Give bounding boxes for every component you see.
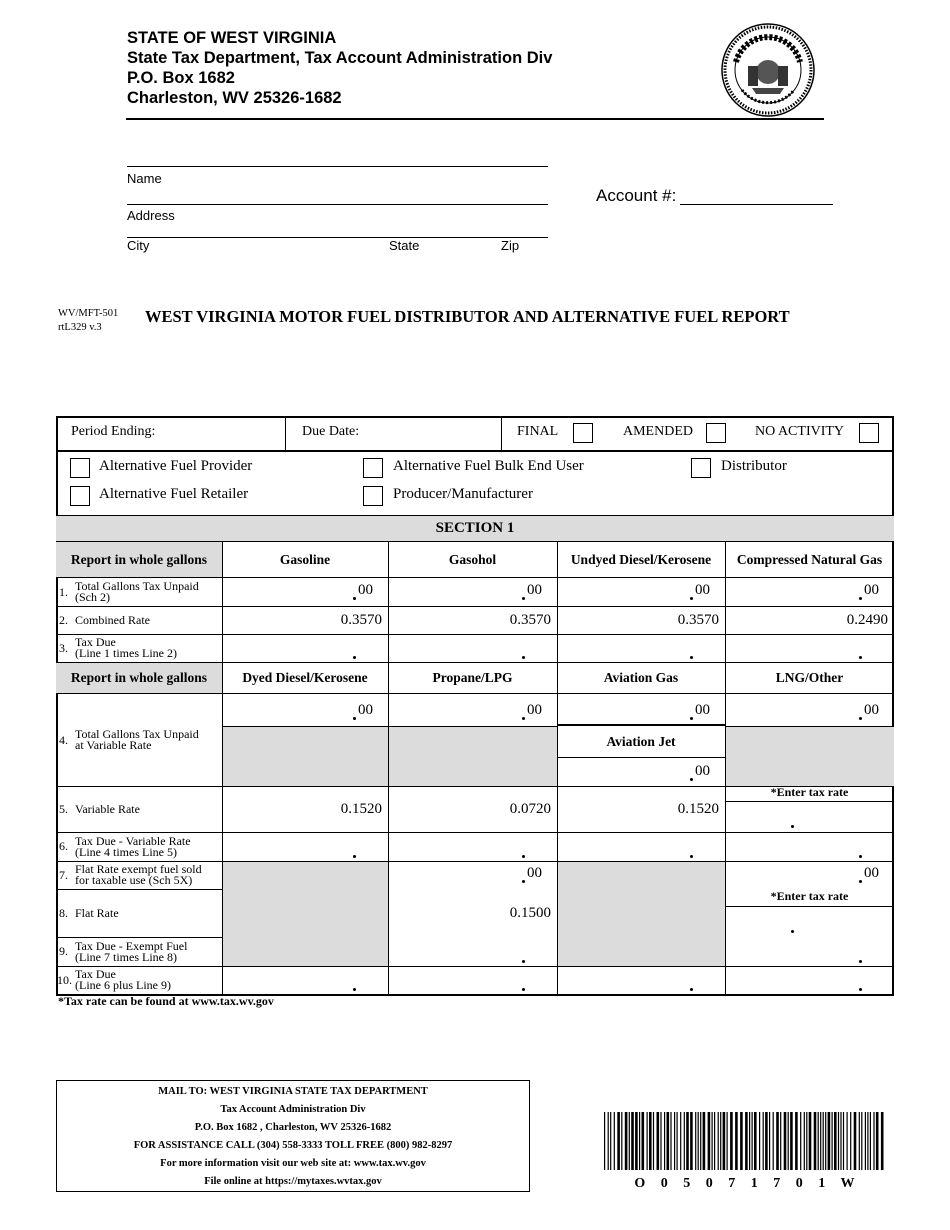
alt-fuel-bulk-end-user-label: Alternative Fuel Bulk End User [393, 458, 584, 474]
taxpayer-type-row [56, 452, 894, 516]
line-number: 10. [57, 972, 72, 987]
line-text: Flat Rate [75, 905, 119, 920]
line-8-propane-rate: 0.1500 [509, 904, 551, 921]
cents: 00 [527, 865, 542, 881]
alt-fuel-provider-checkbox[interactable] [70, 458, 90, 478]
state-name: STATE OF WEST VIRGINIA [127, 29, 337, 47]
due-date-label: Due Date: [302, 424, 360, 439]
enter-tax-rate-label-2: *Enter tax rate [725, 889, 894, 907]
line-7-propane[interactable] [388, 861, 557, 889]
line-10-dyed-diesel[interactable] [222, 966, 388, 994]
cents: 00 [864, 582, 879, 598]
line-text: Variable Rate [75, 801, 140, 816]
line-6-propane[interactable] [388, 832, 557, 861]
col-gasohol-header: Gasohol [388, 542, 557, 578]
final-label: FINAL [517, 424, 559, 439]
report-label-header-2: Report in whole gallons [56, 662, 222, 694]
state-label: State [389, 238, 420, 253]
line-3-gasohol[interactable] [388, 634, 557, 662]
line-number: 2. [59, 612, 68, 627]
line-text [75, 833, 191, 859]
line-text [75, 637, 177, 659]
line-5-dyed-diesel-rate: 0.1520 [340, 800, 382, 817]
line-number: 5. [59, 801, 68, 816]
line-3-undyed-diesel[interactable] [557, 634, 725, 662]
line-number: 6. [59, 839, 68, 853]
address-label: Address [127, 208, 175, 223]
line-text-b: at Variable Rate [75, 738, 152, 752]
line-7-label [56, 861, 222, 889]
line-5-aviation-rate: 0.1520 [677, 800, 719, 817]
producer-manufacturer-label: Producer/Manufacturer [393, 486, 533, 502]
line-6-lng-other[interactable] [725, 832, 894, 861]
alt-fuel-provider-label: Alternative Fuel Provider [99, 458, 253, 474]
col-gasoline-header: Gasoline [222, 542, 388, 578]
form-id-block [58, 307, 118, 335]
line-text [75, 969, 171, 991]
line-2-cng-rate: 0.2490 [846, 611, 888, 628]
report-form [56, 416, 894, 996]
distributor-checkbox[interactable] [691, 458, 711, 478]
account-label: Account #: [596, 186, 677, 205]
line-number: 3. [59, 640, 68, 655]
mailing-info-box [56, 1080, 530, 1192]
agency-pobox: P.O. Box 1682 [127, 69, 235, 87]
name-line[interactable] [127, 166, 548, 167]
line-5-propane-rate: 0.0720 [509, 800, 551, 817]
col-cng-header: Compressed Natural Gas [725, 542, 894, 578]
amended-label: AMENDED [623, 424, 693, 439]
line-9-label [56, 937, 222, 966]
divider [501, 416, 502, 450]
mail-division: Tax Account Administration Div [220, 1104, 366, 1115]
col-propane-header: Propane/LPG [388, 662, 557, 694]
line-number: 1. [59, 584, 68, 599]
line-6-aviation[interactable] [557, 832, 725, 861]
period-row [56, 416, 894, 452]
line-text-b: (Sch 2) [75, 590, 110, 604]
file-online: File online at https://mytaxes.wvtax.gov [204, 1176, 382, 1187]
line-4-aviation-gas[interactable] [557, 698, 725, 726]
line-4-lng-other[interactable] [725, 698, 894, 726]
line-text [75, 581, 199, 603]
cents: 00 [695, 702, 710, 718]
cents: 00 [864, 702, 879, 718]
cents: 00 [527, 702, 542, 718]
footnote: *Tax rate can be found at www.tax.wv.gov [58, 994, 274, 1008]
barcode-text: O 0 5 0 7 1 7 0 1 W [634, 1176, 856, 1191]
line-number: 8. [59, 905, 68, 920]
line-2-label [56, 606, 222, 634]
line-4-label [56, 694, 222, 786]
line-7-lng-other[interactable] [725, 861, 894, 889]
form-title: WEST VIRGINIA MOTOR FUEL DISTRIBUTOR AND ALTERNATIVE FUEL REPORT [145, 307, 790, 326]
shaded-area [557, 861, 725, 966]
col-lng-other-header: LNG/Other [725, 662, 894, 694]
line-number: 7. [59, 867, 68, 882]
mail-to: MAIL TO: WEST VIRGINIA STATE TAX DEPARTMENT [158, 1086, 428, 1097]
line-2-gasoline-rate: 0.3570 [340, 611, 382, 628]
line-text-b: (Line 1 times Line 2) [75, 646, 177, 660]
line-10-propane[interactable] [388, 966, 557, 994]
line-text-a: Flat Rate exempt fuel sold [75, 862, 202, 876]
line-9-propane[interactable] [388, 937, 557, 966]
line-4-propane[interactable] [388, 698, 557, 726]
line-text-a: Tax Due [75, 635, 116, 649]
period-ending-label: Period Ending: [71, 424, 156, 439]
city-label: City [127, 238, 150, 253]
state-seal-icon [718, 22, 818, 118]
alt-fuel-bulk-end-user-checkbox[interactable] [363, 458, 383, 478]
amended-checkbox[interactable] [706, 423, 726, 443]
enter-tax-rate-label: *Enter tax rate [725, 785, 894, 802]
agency-city: Charleston, WV 25326-1682 [127, 89, 342, 107]
line-8-label [56, 889, 222, 937]
line-10-lng-other[interactable] [725, 966, 894, 994]
no-activity-checkbox[interactable] [859, 423, 879, 443]
line-number: 4. [59, 732, 68, 747]
line-text-b: (Line 6 plus Line 9) [75, 978, 171, 992]
line-text-b: (Line 4 times Line 5) [75, 844, 177, 859]
line-number: 9. [59, 944, 68, 958]
barcode-icon [604, 1112, 886, 1170]
col-aviation-gas-header: Aviation Gas [557, 662, 725, 694]
line-1-label [56, 578, 222, 606]
line-text [75, 938, 188, 964]
cents: 00 [358, 702, 373, 718]
line-5-lng-other-rate-input[interactable] [725, 802, 894, 832]
line-1-gasohol[interactable] [388, 578, 557, 606]
line-1-undyed-diesel[interactable] [557, 578, 725, 606]
line-text [75, 729, 199, 751]
line-text-a: Tax Due [75, 967, 116, 981]
line-3-gasoline[interactable] [222, 634, 388, 662]
shaded-area [222, 726, 557, 787]
line-10-label [56, 966, 222, 994]
assistance-phone: FOR ASSISTANCE CALL (304) 558-3333 TOLL FREE (800) 982-8297 [133, 1140, 453, 1151]
divider [285, 416, 286, 450]
cents: 00 [527, 582, 542, 598]
report-label-header: Report in whole gallons [56, 542, 222, 578]
account-number-line[interactable] [680, 204, 833, 205]
address-line[interactable] [127, 204, 548, 205]
line-text-b: (Line 7 times Line 8) [75, 949, 177, 964]
mail-address: P.O. Box 1682 , Charleston, WV 25326-1682 [194, 1122, 392, 1133]
producer-manufacturer-checkbox[interactable] [363, 486, 383, 506]
line-8-lng-other-rate-input[interactable] [725, 907, 894, 937]
zip-label: Zip [501, 238, 520, 253]
line-text-a: Tax Due - Variable Rate [75, 833, 191, 848]
final-checkbox[interactable] [573, 423, 593, 443]
line-9-lng-other[interactable] [725, 937, 894, 966]
col-dyed-diesel-header: Dyed Diesel/Kerosene [222, 662, 388, 694]
line-4-dyed-diesel[interactable] [222, 698, 388, 726]
cents: 00 [358, 582, 373, 598]
line-text-a: Total Gallons Tax Unpaid [75, 579, 199, 593]
line-text-a: Total Gallons Tax Unpaid [75, 727, 199, 741]
line-1-cng[interactable] [725, 578, 894, 606]
line-3-label [56, 634, 222, 662]
line-2-gasohol-rate: 0.3570 [509, 611, 551, 628]
city-state-zip-line[interactable] [127, 237, 548, 238]
alt-fuel-retailer-checkbox[interactable] [70, 486, 90, 506]
distributor-label: Distributor [721, 458, 787, 474]
agency-header [127, 28, 552, 108]
col-undyed-diesel-header: Undyed Diesel/Kerosene [557, 542, 725, 578]
website-info: For more information visit our web site at: www.tax.wv.gov [160, 1158, 426, 1169]
agency-name: State Tax Department, Tax Account Administration Div [127, 49, 553, 67]
line-1-gasoline[interactable] [222, 578, 388, 606]
line-6-label [56, 832, 222, 861]
alt-fuel-retailer-label: Alternative Fuel Retailer [99, 486, 249, 502]
cents: 00 [864, 865, 879, 881]
line-4-aviation-jet[interactable] [557, 758, 725, 786]
line-6-dyed-diesel[interactable] [222, 832, 388, 861]
line-text [75, 864, 202, 886]
line-10-aviation[interactable] [557, 966, 725, 994]
form-version: rtL329 v.3 [58, 322, 102, 333]
shaded-area [725, 726, 894, 787]
name-label: Name [127, 171, 162, 186]
section-1-header: SECTION 1 [56, 516, 894, 542]
aviation-jet-header: Aviation Jet [557, 724, 725, 758]
line-text-b: for taxable use (Sch 5X) [75, 873, 193, 887]
line-5-label [56, 786, 222, 832]
cents: 00 [695, 582, 710, 598]
shaded-area [222, 861, 388, 966]
line-text: Combined Rate [75, 612, 150, 627]
cents: 00 [695, 763, 710, 779]
line-3-cng[interactable] [725, 634, 894, 662]
form-id: WV/MFT-501 [58, 308, 119, 319]
line-2-undyed-diesel-rate: 0.3570 [677, 611, 719, 628]
header-rule [126, 118, 824, 120]
no-activity-label: NO ACTIVITY [755, 424, 845, 439]
line-text-a: Tax Due - Exempt Fuel [75, 938, 188, 953]
